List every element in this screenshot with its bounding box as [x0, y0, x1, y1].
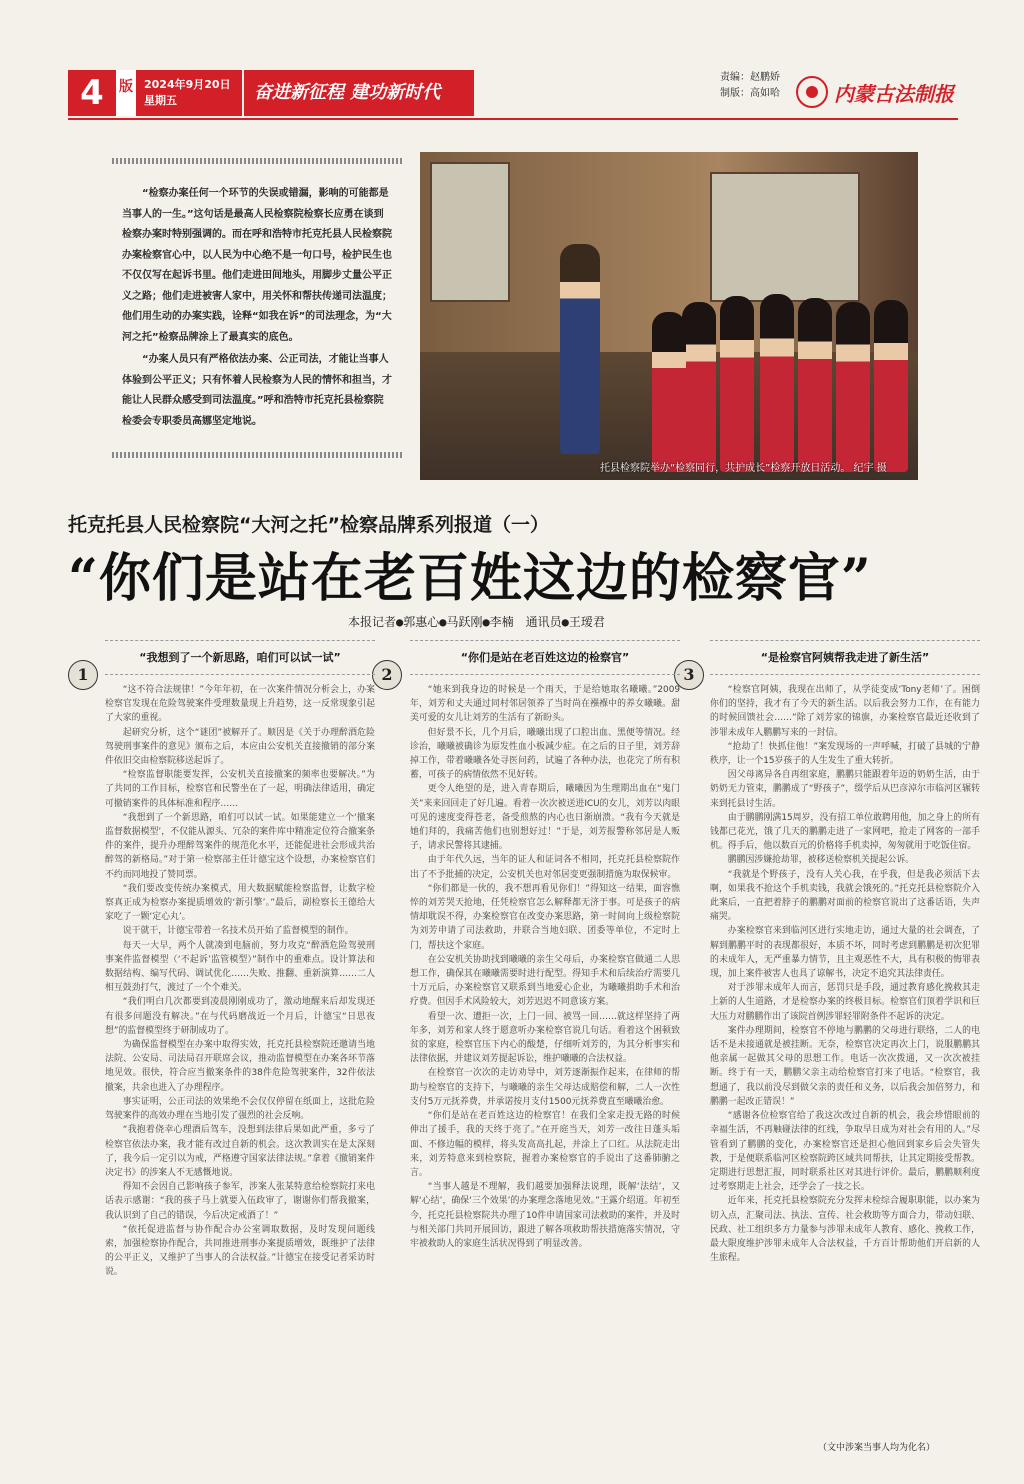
student-figure: [682, 302, 716, 472]
body-paragraph: 在公安机关协助找到曦曦的亲生父母后，办案检察官做通二人思想工作，确保其在曦曦需要时进行配型。得知手术和后续治疗需要几十万元后，办案检察官又联系到当地爱心企业，为曦曦捐助手术和治疗费。但因手术风险较大，刘芳迟迟不同意该方案。: [410, 954, 680, 1008]
body-paragraph: 每天一大早，两个人就凑到电脑前，努力攻克“醉酒危险驾驶刑事案件监督模型（‘不起诉’监管模型）”制作中的重难点。设计算法和数据结构、编写代码、调试优化……失败、推翻、重新演算……二人相互鼓劲打气，渡过了一个个难关。: [105, 940, 375, 994]
issue-weekday: 星期五: [144, 94, 177, 107]
body-paragraph: “你们是站在老百姓这边的检察官！在我们全家走投无路的时候伸出了援手，我的天终于亮了。”在开庭当天，刘芳一改往日蓬头垢面、不修边幅的模样，将头发高高扎起，并涂上了口红。从法院走出来，刘芳特意来到检察院，握着办案检察官的手说出了这番肺腑之言。: [410, 1111, 680, 1178]
section-heading: “我想到了一个新思路，咱们可以试一试”: [105, 640, 375, 675]
body-paragraph: “感谢各位检察官给了我这次改过自新的机会，我会珍惜眼前的幸福生活，不再触碰法律的红线，争取早日成为对社会有用的人。”尽管看到了鹏鹏的变化，办案检察官还是担心他回到家乡后会失管失教，于是便联系临河区检察院跨区域共同帮扶，让其定期接受帮教。定期进行思想汇报，同时联系社区对其进行评价。最后，鹏鹏顺利度过考察期走上社会，还学会了一技之长。: [710, 1111, 980, 1193]
intro-text: [122, 184, 392, 434]
article-column-3: [710, 640, 980, 1265]
column-body: [105, 683, 375, 1280]
body-paragraph: 说干就干，计德宝带着一名技术员开始了监督模型的制作。: [122, 926, 354, 937]
body-paragraph: “这不符合法规律！”今年年初，在一次案件情况分析会上，办案检察官发现在危险驾驶案件受理数量现上升趋势，这一反常现象引起了大家的重视。: [105, 685, 375, 724]
body-paragraph: 为确保监督模型在办案中取得实效，托克托县检察院还邀请当地法院、公安局、司法局召开联席会议，推动监督模型在办案各环节落地见效。很快，符合应当撤案条件的38件危险驾驶案件，32件依法撤案，共余也进入了办理程序。: [105, 1040, 375, 1093]
body-paragraph: 近年来，托克托县检察院充分发挥未检综合履职职能，以办案为切入点，汇聚司法、执法、宣传、社会救助等方面合力，带动妇联、民政、社工组织多方力量参与涉罪未成年人教育、感化、挽救工作，最大限度维护涉罪未成年人合法权益，千方百计帮助他们开启新的人生旅程。: [710, 1196, 980, 1264]
body-paragraph: 在检察官一次次的走访劝导中，刘芳逐渐振作起来，在律师的帮助与检察官的支持下，与曦曦的亲生父母达成赔偿和解，二人一次性支付5万元抚养费，并承诺按月支付1500元抚养费直至曦曦治愈。: [410, 1068, 680, 1107]
editor-line: 责编：赵鹏娇: [720, 72, 780, 83]
body-paragraph: “当事人越是不理解，我们越要加强释法说理，既解‘法结’，又解‘心结’，确保‘三个效果’的办案理念落地见效。”王露介绍道。年初至今，托克托县检察院共办理了10件申请国家司法救助的案件，并及时与相关部门共同开展回访，跟进了解各项救助帮扶措施落实情况，守牢被救助人的家庭生活状况得到了明显改善。: [410, 1182, 680, 1249]
photo-poster: [430, 162, 510, 302]
masthead: [68, 70, 958, 116]
body-paragraph: “我想到了一个新思路，咱们可以试一试。如果能建立一个‘撤案监督数据模型’，不仅能从源头、冗杂的案件库中精准定位符合撤案条件的案件，提升办理醉驾案件的规范化水平，还能促进社会形成共治醉驾的新格局。”对于第一检察部主任计德宝这个设想，办案检察官们不约而同地投了赞同票。: [105, 812, 375, 880]
paper-logo: [796, 72, 956, 112]
body-paragraph: 得知不会因自己影响孩子参军，涉案人张某特意给检察院打来电话表示感谢：“我的孩子马上就要入伍政审了，谢谢你们帮我撤案，我认识到了自己的错误，今后决定戒酒了！”: [105, 1182, 375, 1221]
intro-paragraph: “检察办案任何一个环节的失误或错漏，影响的可能都是当事人的一生。”这句话是最高人民检察院检察长应勇在谈到检察办案时特别强调的。而在呼和浩特市托克托县人民检察院办案检察官心中，以人民为中心绝不是一句口号，检护民生也不仅仅写在起诉书里。他们走进田间地头，用脚步丈量公平正义之路；他们走进被害人家中，用关怀和帮扶传递司法温度；他们用生动的办案实践，诠释“如我在诉”的司法理念，为“大河之托”检察品牌涂上了最真实的底色。: [122, 188, 392, 343]
body-paragraph: “检察官阿姨，我现在出师了，从学徒变成‘Tony老师’了。困倒你们的坚持，我才有了今天的新生活。以后我会努力工作，在有能力的时候回馈社会……”除了刘芳家的锦旗，办案检察官最近还收到了涉罪未成年人鹏鹏写来的一封信。: [710, 685, 980, 738]
body-paragraph: “她来到我身边的时候是一个雨天，于是给她取名曦曦。”2009年，刘芳和丈夫通过同村邻居领养了当时尚在襁褓中的养女曦曦。甜美可爱的女儿让刘芳的生活有了新盼头。: [410, 685, 680, 724]
body-paragraph: 事实证明，公正司法的效果绝不会仅仅停留在纸面上，这批危险驾驶案件的高效办理在当地引发了强烈的社会反响。: [105, 1096, 375, 1122]
body-paragraph: 因父母离异各自再组家庭，鹏鹏只能跟着年迈的奶奶生活，由于奶奶无力管束，鹏鹏成了“野孩子”，缀学后从巴彦淖尔市临河区辗转来到托县讨生活。: [710, 770, 980, 809]
body-paragraph: 案件办理期间，检察官不停地与鹏鹏的父母进行联络，二人的电话不是未接通就是被挂断。无奈，检察官决定再次上门，说服鹏鹏其他亲属一起做其父母的思想工作。电话一次次拨通，又一次次被挂断。终于有一天，鹏鹏父亲主动给检察官打来了电话。“检察官，我想通了，我以前没尽到做父亲的责任和义务，以后我会加倍努力，和鹏鹏一起改正错误！”: [710, 1025, 980, 1107]
article-column-1: [105, 640, 375, 1280]
body-paragraph: 起研究分析，这个“谜团”被解开了。顺因是《关于办理醉酒危险驾驶刑事案件的意见》颁布之后，本应由公安机关直接撤销的部分案件依旧交由检察院移送起诉了。: [105, 727, 375, 767]
body-paragraph: “我就是个野孩子，没有人关心我，在乎我，但是我必须活下去啊，如果我不抢这个手机卖钱，我就会饿死的。”托克托县检察院介入此案后，一直把着脖子的鹏鹏对面前的检察官说出了这番话语，失声痛哭。: [710, 869, 980, 923]
student-figure: [652, 312, 686, 472]
section-slogan: 奋进新征程 建功新时代: [244, 70, 474, 116]
byline: 本报记者●郭惠心●马跃刚●李楠 通讯员●王瑷君: [348, 615, 605, 629]
body-paragraph: 鹏鹏因涉嫌抢劫罪，被移送检察机关提起公诉。: [727, 855, 915, 866]
body-paragraph: “检察监督职能要发挥，公安机关直接撤案的频率也要解决。”为了共同的工作目标，检察官和民警坐在了一起，明确法律适用，确定可撤销案件的具体标准和程序……: [105, 770, 375, 809]
intro-top-rule: [112, 158, 402, 164]
body-paragraph: “依托促进监督与协作配合办公室调取数据，及时发现问题线索，加强检察协作配合，共同推进刑事办案提质增效，既维护了法律的公平正义，又维护了当事人的合法权益。”计德宝在接受记者采访时说。: [105, 1224, 375, 1278]
article-title: “你们是站在老百姓这边的检察官”: [68, 548, 872, 609]
photo-caption: 托县检察院举办“检察同行，共护成长”检察开放日活动。 纪宇 摄: [600, 463, 887, 474]
paper-name: 内蒙古法制报: [834, 81, 954, 106]
section-number-badge: 2: [372, 660, 402, 690]
name-disclaimer: （文中涉案当事人均为化名）: [818, 1443, 936, 1453]
student-figure: [874, 300, 908, 472]
body-paragraph: 由于年代久远，当年的证人和证词各不相同，托克托县检察院作出了不予批捕的决定，公安机关也对邻居变更强制措施为取保候审。: [410, 855, 680, 880]
body-paragraph: “我们明白几次都要到凌晨刚刚成功了，激动地醒来后却发现还有很多问题没有解决。”在与代码磨战近一个月后，计德宝“日思夜想”的监督模型终于研制成功了。: [105, 997, 375, 1036]
prosecutor-figure: [560, 244, 600, 454]
body-paragraph: 由于鹏鹏刚满15周岁，没有招工单位敢聘用他，加之身上的所有钱都已花光，饿了几天的鹏鹏走进了一家网吧，抢走了网客的一部手机。得手后，他以数百元的价格将手机卖掉，匆匆就用于吃饭住宿。: [710, 812, 980, 852]
body-paragraph: 看望一次、遭拒一次，上门一回、被骂一回……就这样坚持了两年多，刘芳和家人终于愿意听办案检察官说几句话。看着这个困顿致贫的家庭，检察官压下内心的酸楚，仔细听刘芳的，为其分析事实和法律依据，并建议刘芳提起诉讼，维护曦曦的合法权益。: [410, 1011, 680, 1065]
intro-box: [112, 158, 402, 458]
issue-date-box: [136, 70, 242, 116]
body-paragraph: “我抱着侥幸心理酒后驾车，没想到法律后果如此严重，多亏了检察官依法办案，我才能有改过自新的机会。这次教训实在是太深刻了，我今后一定引以为戒，严格遵守国家法律法规。”拿着《撤销案件决定书》的涉案人不无感慨地说。: [105, 1125, 375, 1178]
student-figure: [760, 294, 794, 472]
section-heading: “是检察官阿姨帮我走进了新生活”: [710, 640, 980, 675]
body-paragraph: 对于涉罪未成年人而言，惩罚只是手段，通过教育感化挽救其走上新的人生道路，才是检察办案的终极目标。检察官们顶着学识和巨大压力对鹏鹏作出了该院首例涉罪轻罪附条件不起诉的决定。: [710, 983, 980, 1022]
producer-line: 制版：高如哈: [720, 88, 780, 99]
header-rule: [68, 118, 958, 120]
student-figure: [798, 298, 832, 472]
article-subtitle: 托克托县人民检察院“大河之托”检察品牌系列报道（一）: [68, 514, 549, 536]
student-figure: [720, 296, 754, 472]
body-paragraph: “抢劫了！快抓住他！”案发现场的一声呼喊，打破了县城的宁静秩序，让一个15岁孩子的人生发生了重大转折。: [710, 741, 980, 767]
body-paragraph: “你们都是一伙的，我不想再看见你们！”得知这一结果，面容憔悴的刘芳哭天抢地，任凭检察官怎么解释都无济于事。可是孩子的病情却耽误不得，办案检察官在改变办案思路，第一时间向上级检察院为刘芳申请了司法救助，并联合当地妇联、团委等单位，不定时上门，帮扶这个家庭。: [410, 883, 680, 951]
article-column-2: [410, 640, 680, 1251]
student-figure: [836, 302, 870, 472]
section-heading: “你们是站在老百姓这边的检察官”: [410, 640, 680, 675]
column-body: [410, 683, 680, 1251]
section-number-badge: 1: [68, 660, 98, 690]
body-paragraph: 但好景不长，几个月后，曦曦出现了口腔出血、黑便等情况。经诊治，曦曦被确诊为原发性血小板减少症。在之后的日子里，刘芳辞掉工作，带着曦曦各处寻医问药，试遍了各种办法，也花完了所有积蓄，可孩子的病情依然不见好转。: [410, 727, 680, 781]
body-paragraph: “我们要改变传统办案模式，用大数据赋能检察监督，让数字检察真正成为检察办案提质增效的‘新引擎’。”最后，副检察长王德给大家吃了一颗‘定心丸’。: [105, 883, 375, 923]
issue-date: 2024年9月20日: [144, 78, 231, 91]
column-body: [710, 683, 980, 1265]
court-emblem-icon: [796, 76, 828, 108]
page-suffix: 版: [116, 70, 136, 116]
photo-poster: [710, 172, 860, 302]
section-number-badge: 3: [674, 660, 704, 690]
body-paragraph: 办案检察官来到临河区进行实地走访，通过大量的社会调查，了解到鹏鹏平时的表现都很好，本质不坏，同时考虑到鹏鹏是初次犯罪的未成年人，无严重暴力情节，且主观恶性不大，具有积极的悔罪表现，加上案件被害人也具了谅解书，决定不追究其法律责任。: [710, 926, 980, 980]
intro-paragraph: “办案人员只有严格依法办案、公正司法，才能让当事人体验到公平正义；只有怀着人民检察为人民的情怀和担当，才能让人民群众感受到司法温度。”呼和浩特市托克托县检察院检委会专职委员高娜坚定地说。: [122, 354, 392, 427]
editor-credits: [720, 70, 780, 102]
body-paragraph: 更令人绝望的是，进入青春期后，曦曦因为生理期出血在“鬼门关”来来回回走了好几遍。看着一次次被送进ICU的女儿，刘芳以肉眼可见的速度变得苍老，备受煎熬的内心也日渐崩溃。“我有今天就是她们拜的，我痛苦他们也别想好过！”于是，刘芳报警称邻居是人贩子，请求民警将其逮捕。: [410, 784, 680, 852]
news-photo: [420, 152, 918, 480]
intro-bottom-rule: [112, 452, 402, 458]
page-number: 4: [68, 70, 116, 116]
